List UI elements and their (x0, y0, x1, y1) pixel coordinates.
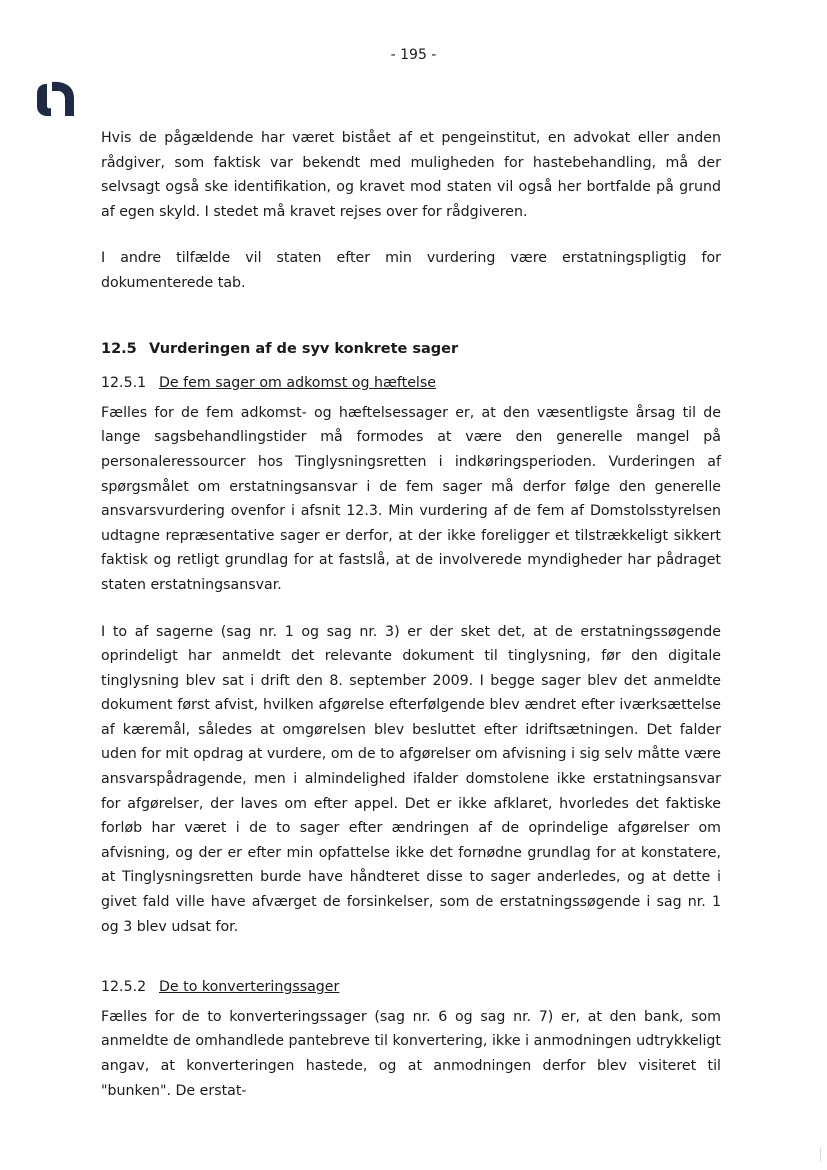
subsection-number: 12.5.2 (101, 979, 147, 996)
section-number: 12.5 (101, 340, 137, 357)
paragraph: Fælles for de fem adkomst- og hæftelsessager er, at den væsentligste årsag til de lange sagsbehandlingstider må formodes at være den generelle mangel på personaleressourcer hos Tinglysningsretten i indkøringsperioden. Vurderingen af spørgsmålet om erstatningsansvar i de fem sager må derfor følge den generelle ansvarsvurdering ovenfor i afsnit 12.3. Min vurdering af de fem af Domstolsstyrelsen udtagne repræsentative sager er derfor, at der ikke foreligger et tilstrækkeligt sikkert faktisk og retligt grundlag for at fastslå, at de involverede myndigheder har pådraget staten erstatningsansvar. (101, 404, 721, 593)
logo-icon (34, 80, 76, 118)
paragraph: Hvis de pågældende har været bistået af et pengeinstitut, en advokat eller anden rådgiver, som faktisk var bekendt med muligheden for hastebehandling, må der selvsagt også ske identifikation, og kravet mod staten vil også her bortfalde på grund af egen skyld. I stedet må kravet rejses over for rådgiveren. (101, 130, 721, 220)
paragraph: I to af sagerne (sag nr. 1 og sag nr. 3) er der sket det, at de erstatningssøgende oprindeligt har anmeldt det relevante dokument til tinglysning, før den digitale tinglysning blev sat i drift den 8. september 2009. I begge sager blev det anmeldte dokument først afvist, hvilken afgørelse efterfølgende blev ændret efter iværksættelse af kæremål, således at omgørelsen blev besluttet efter idriftsætningen. Det falder uden for mit opdrag at vurdere, om de to afgørelser om afvisning i sig selv måtte være ansvarspådragende, men i almindelighed ifalder domstolene ikke erstatningsansvar for afgørelser, der laves om efter appel. Det er ikke afklaret, hvorledes det faktiske forløb har været i de to sager efter ændringen af de oprindelige afgørelser om afvisning, og der er efter min opfattelse ikke det fornødne grundlag for at konstatere, at Tinglysningsretten burde have håndteret disse to sager anderledes, og at dette i givet fald ville have afværget de forsinkelser, som de erstatningssøgende i sag nr. 1 og 3 blev udsat for. (101, 623, 721, 935)
subsection-heading (101, 371, 721, 396)
paragraph: Fælles for de to konverteringssager (sag nr. 6 og sag nr. 7) er, at den bank, som anmeldte de omhandlede pantebreve til konvertering, ikke i anmodningen udtrykkeligt angav, at konverteringen hastede, og at anmodningen derfor blev visiteret til "bunken". De erstat- (101, 1008, 721, 1099)
scan-edge-mark (820, 1148, 821, 1162)
document-body (101, 126, 721, 1103)
subsection-number: 12.5.1 (101, 375, 147, 392)
subsection-heading (101, 975, 721, 1000)
section-heading (101, 337, 721, 362)
section-title: Vurderingen af de syv konkrete sager (149, 340, 459, 357)
subsection-title: De fem sager om adkomst og hæftelse (159, 375, 436, 392)
paragraph: I andre tilfælde vil staten efter min vurdering være erstatningspligtig for dokumenterede tab. (101, 250, 721, 291)
subsection-title: De to konverteringssager (159, 979, 340, 996)
page-number: - 195 - (390, 47, 437, 63)
